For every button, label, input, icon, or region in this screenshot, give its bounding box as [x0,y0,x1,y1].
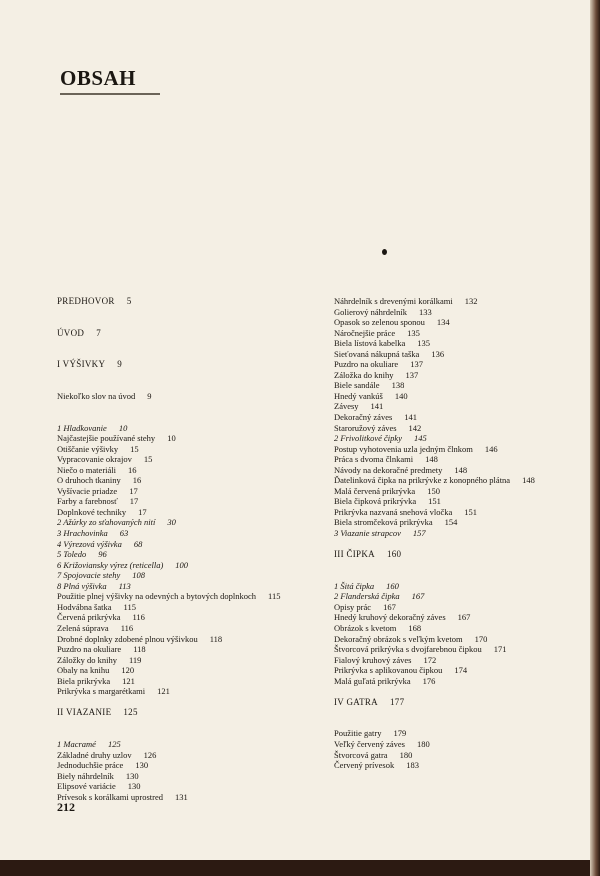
toc-entry-title: Opisy prác [334,601,372,612]
toc-entry-title: Červený prívesok [334,760,395,771]
toc-entry-page: 9 [147,390,152,401]
toc-entry-page: 148 [522,475,535,486]
toc-entry-page: 15 [130,443,139,454]
toc-entry-page: 17 [138,506,147,517]
toc-entry-title: Biele sandále [334,380,380,391]
toc-entry-title: IV GATRA [334,696,378,707]
toc-entry-page: 146 [484,443,498,454]
toc-spacer [57,719,327,730]
title-underline [60,93,160,95]
toc-entry-page: 180 [416,738,430,749]
toc-entry-page: 180 [399,749,413,760]
toc-entry-page: 160 [386,580,399,591]
binding-edge [590,0,600,876]
toc-entry-page: 135 [407,327,420,338]
toc-entry-page: 15 [143,454,153,465]
toc-entry-title: ÚVOD [57,327,85,338]
toc-entry-title: 4 Výrezová výšivka [57,538,122,549]
toc-left-column [57,297,327,803]
toc-entry-title: Najčastejšie používané stehy [57,433,156,444]
toc-section-heading [57,297,327,308]
toc-entry [57,687,327,698]
toc-entry-page: 108 [132,570,146,581]
toc-entry-page: 7 [96,327,102,338]
toc-entry-page: 30 [167,517,176,528]
toc-entry-page: 126 [143,749,157,760]
toc-entry-title: Malá guľatá prikrývka [334,675,411,686]
toc-entry-page: 157 [412,528,426,539]
toc-entry-page: 115 [123,601,136,612]
toc-entry-title: Opasok so zelenou sponou [334,317,425,328]
toc-entry-page: 113 [118,580,131,591]
toc-entry-title: Drobné doplnky zdobené plnou výšivkou [57,633,198,644]
toc-right-column [334,297,574,772]
toc-spacer [334,708,574,719]
toc-entry-title: 3 Viazanie strapcov [334,528,401,539]
toc-entry-title: 3 Hrachovinka [57,528,108,539]
toc-entry-page: 131 [175,791,188,802]
toc-entry-title: 5 Toledo [57,549,87,560]
toc-section-heading [334,550,574,561]
toc-entry-title: Záložky do knihy [57,654,117,665]
toc-entry-title: Sieťovaná nákupná taška [334,348,420,359]
toc-entry-title: 1 Hladkovanie [57,422,107,433]
ink-dot [382,249,387,255]
toc-entry-page: 151 [464,506,477,517]
toc-entry-title: Prikrývka s aplikovanou čipkou [334,665,443,676]
toc-entry-title: Dekoračný záves [334,412,393,423]
toc-entry [334,529,574,540]
toc-entry-page: 130 [127,781,141,792]
toc-entry-page: 167 [383,601,396,612]
toc-entry-title: Farby a farebnosť [57,496,118,507]
toc-entry-page: 10 [118,422,128,433]
toc-entry-page: 133 [418,306,432,317]
toc-entry-title: I VÝŠIVKY [57,359,106,370]
toc-entry-title: Zelená súprava [57,622,109,633]
toc-entry-page: 174 [454,665,468,676]
toc-entry-page: 145 [413,433,427,444]
toc-entry-title: Niekoľko slov na úvod [57,390,136,401]
toc-entry-title: Puzdro na okuliare [334,359,399,370]
toc-entry-page: 121 [157,686,170,697]
toc-entry-title: Prikrývka nazvaná snehová vločka [334,506,453,517]
toc-entry-page: 96 [98,549,107,560]
toc-entry-title: Biely náhrdelník [57,770,114,781]
toc-entry-title: 1 Šitá čipka [334,580,375,591]
toc-entry-title: Jednoduchšie práce [57,760,124,771]
toc-entry-page: 120 [121,665,135,676]
toc-entry-title: 6 Križoviansky výrez (reticella) [57,559,164,570]
toc-entry-page: 16 [132,475,142,486]
toc-entry-title: Elipsové variácie [57,781,116,792]
toc-entry-page: 5 [126,296,132,306]
toc-entry-page: 170 [474,633,488,644]
toc-entry-page: 151 [428,496,441,507]
toc-spacer [57,729,327,740]
toc-entry-title: PREDHOVOR [57,296,115,306]
toc-entry-page: 138 [391,380,405,391]
toc-entry-page: 135 [417,338,431,349]
toc-entry-page: 130 [135,760,149,771]
toc-entry-title: Závesy [334,401,359,412]
toc-entry-title: Biela stromčeková prikrývka [334,517,433,528]
toc-entry-title: Doplnkové techniky [57,506,127,517]
toc-entry-title: Hodvábna šatka [57,601,112,612]
toc-entry-title: Hnedý kruhový dekoračný záves [334,612,446,623]
toc-entry-title: Hnedý vankúš [334,390,383,401]
toc-entry-page: 160 [386,549,402,560]
toc-entry-page: 176 [422,675,436,686]
toc-entry-title: Postup vyhotovenia uzla jedným člnkom [334,443,473,454]
toc-entry-page: 134 [436,317,450,328]
toc-entry-title: Práca s dvoma člnkami [334,454,414,465]
toc-entry [57,392,327,403]
toc-entry-page: 63 [119,528,129,539]
toc-entry-page: 179 [393,728,407,739]
toc-entry-title: Vypracovanie okrajov [57,454,132,465]
toc-section-heading [57,360,327,371]
toc-entry-page: 125 [107,738,121,749]
toc-entry-title: Obaly na knihu [57,665,110,676]
toc-entry-title: 1 Macramé [57,738,96,749]
toc-entry-title: Staroružový záves [334,422,397,433]
toc-entry-page: 16 [128,464,137,475]
toc-spacer [334,561,574,572]
toc-entry-page: 132 [464,296,478,306]
toc-section-heading [57,708,327,719]
toc-entry-page: 118 [133,644,146,655]
toc-entry-title: Veľký červený záves [334,738,405,749]
toc-entry-title: Použitie gatry [334,728,382,739]
toc-entry [57,793,327,804]
toc-entry-page: 168 [408,622,422,633]
toc-entry-title: Biela lístová kabelka [334,338,406,349]
toc-entry-page: 100 [175,559,189,570]
toc-entry-page: 172 [423,654,437,665]
toc-entry-title: Niečo o materiáli [57,464,117,475]
toc-entry-page: 141 [404,412,418,423]
toc-entry-page: 130 [125,770,139,781]
toc-entry-title: Štvorcová gatra [334,749,388,760]
toc-entry-page: 137 [405,369,419,380]
toc-entry-title: Malá červená prikrývka [334,485,416,496]
toc-entry-page: 121 [122,675,135,686]
toc-spacer [57,339,327,350]
toc-entry-page: 17 [129,485,138,496]
toc-entry-page: 9 [117,359,123,370]
toc-entry-title: Návody na dekoračné predmety [334,464,443,475]
toc-entry-page: 141 [370,401,384,412]
toc-entry-title: Vyšívacie priadze [57,485,118,496]
toc-entry-page: 167 [457,612,471,623]
page-number: 212 [57,800,75,814]
toc-entry-page: 116 [132,612,145,623]
page-title: OBSAH [60,66,137,90]
toc-entry-page: 68 [133,538,143,549]
toc-entry [334,392,574,403]
toc-entry-title: Prikrývka s margarétkami [57,686,146,697]
toc-spacer [57,371,327,382]
toc-entry-title: Použitie plnej výšivky na odevných a bytových doplnkoch [57,591,257,602]
toc-entry-title: Prívesok s korálkami uprostred [57,791,163,802]
toc-entry-title: 2 Frivolitkové čipky [334,433,402,444]
toc-entry-title: 2 Ažúrky zo sťahovaných nití [57,517,156,528]
toc-entry-title: 8 Plná výšivka [57,580,107,591]
toc-entry-page: 118 [209,633,223,644]
toc-entry-title: Ďatelinková čipka na prikrývke z konopného plátna [334,475,511,486]
toc-entry-page: 137 [410,359,423,370]
toc-entry-title: 7 Spojovacie stehy [57,570,121,581]
toc-entry-title: Puzdro na okuliare [57,644,122,655]
toc-entry-page: 183 [406,760,419,771]
toc-entry-title: Dekoračný obrázok s veľkým kvetom [334,633,463,644]
toc-entry-title: Biela prikrývka [57,675,111,686]
toc-entry-page: 148 [425,454,438,465]
toc-section-heading [334,698,574,709]
toc-entry-page: 125 [123,707,138,718]
toc-entry-page: 150 [427,485,440,496]
toc-spacer [57,308,327,319]
toc-spacer [57,402,327,413]
toc-entry-page: 115 [268,591,281,602]
toc-entry-page: 142 [408,422,422,433]
toc-entry-page: 136 [431,348,445,359]
toc-entry-page: 140 [394,390,408,401]
toc-entry-title: Základné druhy uzlov [57,749,132,760]
toc-entry-title: Golierový náhrdelník [334,306,407,317]
toc-entry-title: Náhrdelník s drevenými korálkami [334,296,453,306]
toc-entry-title: Záložka do knihy [334,369,394,380]
toc-entry-page: 167 [411,591,425,602]
toc-entry-page: 10 [167,433,176,444]
toc-entry-page: 116 [120,622,134,633]
toc-entry-title: Štvorcová prikrývka s dvojfarebnou čipkou [334,644,482,655]
toc-entry-title: 2 Flanderská čipka [334,591,400,602]
toc-entry-title: Fialový kruhový záves [334,654,412,665]
toc-entry-page: 17 [129,496,139,507]
toc-section-heading [57,329,327,340]
toc-entry-page: 154 [444,517,458,528]
toc-entry-title: Otiščanie výšivky [57,443,119,454]
toc-entry-title: Náročnejšie práce [334,327,396,338]
toc-entry-title: O druhoch tkaniny [57,475,121,486]
toc-entry-title: II VIAZANIE [57,707,112,718]
toc-entry-title: III ČIPKA [334,549,375,560]
toc-entry-title: Obrázok s kvetom [334,622,397,633]
toc-entry-page: 148 [454,464,468,475]
toc-entry-page: 171 [493,644,507,655]
toc-entry-title: Biela čipková prikrývka [334,496,417,507]
toc-entry [334,677,574,688]
toc-entry-title: Červená prikrývka [57,612,121,623]
toc-entry [334,761,574,772]
toc-entry-page: 119 [128,654,142,665]
toc-entry-page: 177 [390,696,405,707]
